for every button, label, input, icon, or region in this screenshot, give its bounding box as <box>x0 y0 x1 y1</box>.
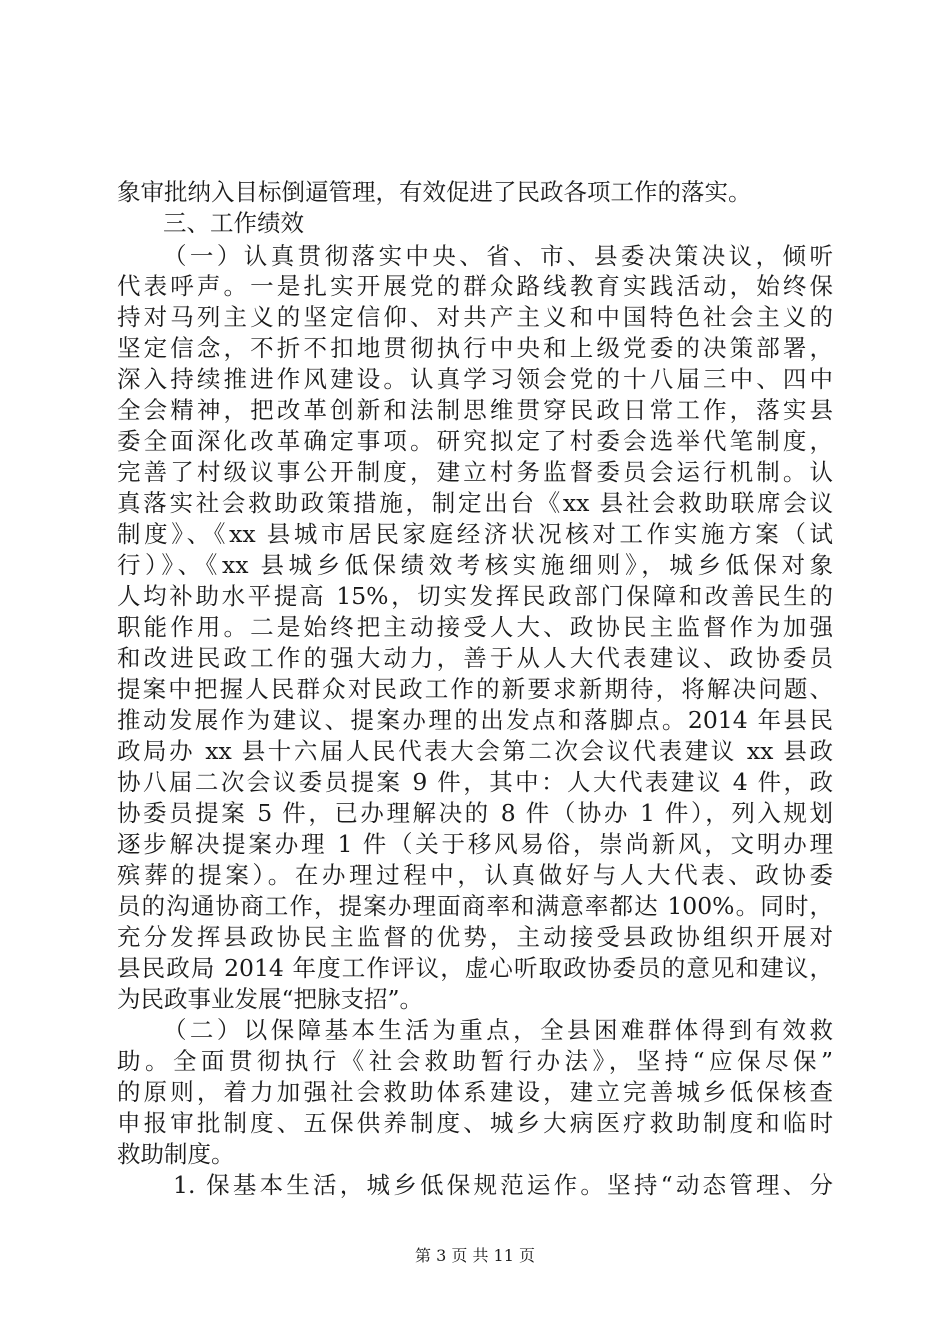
text-line: 为民政事业发展“把脉支招”。 <box>117 985 424 1013</box>
text-line: 推动发展作为建议、提案办理的出发点和落脚点。2014 年县民 <box>117 706 833 734</box>
text-line: 制度》、《xx 县城市居民家庭经济状况核对工作实施方案（试 <box>117 520 833 548</box>
text-line: （二）以保障基本生活为重点，全县困难群体得到有效救 <box>163 1016 833 1044</box>
text-line: 助。全面贯彻执行《社会救助暂行办法》，坚持“应保尽保” <box>117 1047 833 1075</box>
text-line: 县民政局 2014 年度工作评议，虚心听取政协委员的意见和建议， <box>117 954 833 982</box>
text-line: 协委员提案 5 件，已办理解决的 8 件（协办 1 件），列入规划 <box>117 799 833 827</box>
text-line: 的原则，着力加强社会救助体系建设，建立完善城乡低保核查 <box>117 1078 833 1106</box>
text-line: 和改进民政工作的强大动力，善于从人大代表建议、政协委员 <box>117 644 833 672</box>
text-line: 充分发挥县政协民主监督的优势，主动接受县政协组织开展对 <box>117 923 833 951</box>
text-line: 职能作用。二是始终把主动接受人大、政协民主监督作为加强 <box>117 613 833 641</box>
text-line: 持对马列主义的坚定信仰、对共产主义和中国特色社会主义的 <box>117 303 833 331</box>
page-number-footer: 第 3 页 共 11 页 <box>415 1246 535 1265</box>
text-line: 申报审批制度、五保供养制度、城乡大病医疗救助制度和临时 <box>117 1109 833 1137</box>
text-line: 象审批纳入目标倒逼管理，有效促进了民政各项工作的落实。 <box>117 178 752 206</box>
text-line: 1. 保基本生活，城乡低保规范运作。坚持“动态管理、分 <box>173 1171 833 1199</box>
text-line: 救助制度。 <box>117 1140 235 1168</box>
text-line: 深入持续推进作风建设。认真学习领会党的十八届三中、四中 <box>117 365 833 393</box>
text-line: 真落实社会救助政策措施，制定出台《xx 县社会救助联席会议 <box>117 489 833 517</box>
text-line: 协八届二次会议委员提案 9 件，其中：人大代表建议 4 件，政 <box>117 768 833 796</box>
text-line: 完善了村级议事公开制度，建立村务监督委员会运行机制。认 <box>117 458 833 486</box>
text-line: 人均补助水平提高 15%，切实发挥民政部门保障和改善民生的 <box>117 582 833 610</box>
text-line: 全会精神，把改革创新和法制思维贯穿民政日常工作，落实县 <box>117 396 833 424</box>
text-line: （一）认真贯彻落实中央、省、市、县委决策决议，倾听 <box>163 242 833 270</box>
text-line: 行）》、《xx 县城乡低保绩效考核实施细则》，城乡低保对象 <box>117 551 833 579</box>
text-line: 员的沟通协商工作，提案办理面商率和满意率都达 100%。同时， <box>117 892 833 920</box>
text-line: 殡葬的提案）。在办理过程中，认真做好与人大代表、政协委 <box>117 861 833 889</box>
section-heading: 三、工作绩效 <box>163 209 304 237</box>
text-line: 政局办 xx 县十六届人民代表大会第二次会议代表建议 xx 县政 <box>117 737 833 765</box>
text-line: 提案中把握人民群众对民政工作的新要求新期待，将解决问题、 <box>117 675 833 703</box>
text-line: 坚定信念，不折不扣地贯彻执行中央和上级党委的决策部署， <box>117 334 833 362</box>
text-line: 委全面深化改革确定事项。研究拟定了村委会选举代笔制度， <box>117 427 833 455</box>
text-line: 逐步解决提案办理 1 件（关于移风易俗，崇尚新风，文明办理 <box>117 830 833 858</box>
text-line: 代表呼声。一是扎实开展党的群众路线教育实践活动，始终保 <box>117 272 833 300</box>
